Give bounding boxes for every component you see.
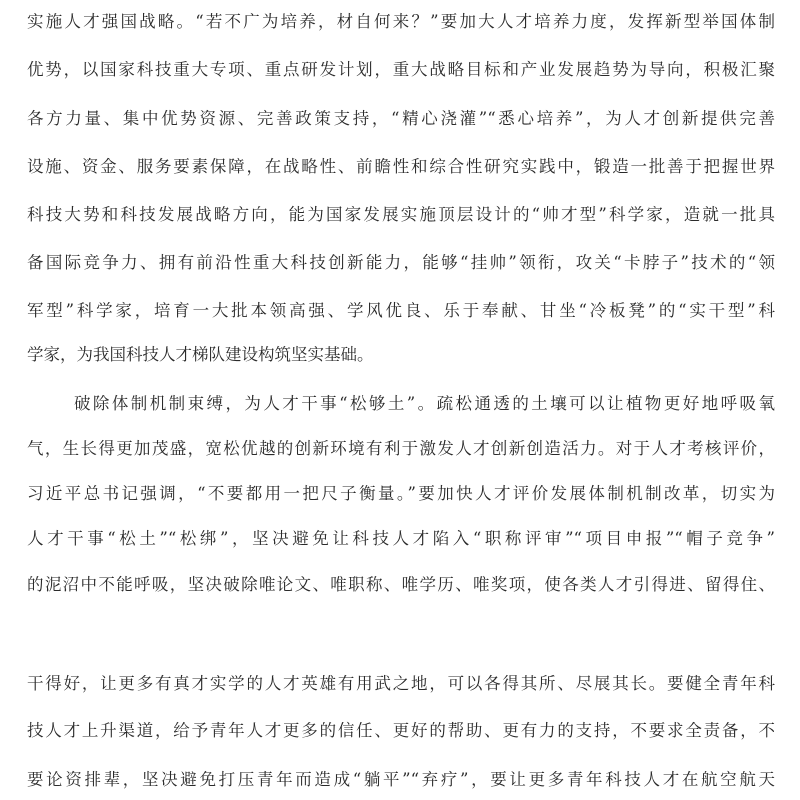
text-line: 技人才上升渠道，给予青年人才更多的信任、更好的帮助、更有力的支持，不要求全责备，不 [27,721,775,740]
text-line: 设施、资金、服务要素保障，在战略性、前瞻性和综合性研究实践中，锻造一批善于把握世界 [27,157,775,176]
text-line: 备国际竞争力、拥有前沿性重大科技创新能力，能够“挂帅”领衔，攻关“卡脖子”技术的“领 [27,253,775,272]
text-line: 实施人才强国战略。“若不广为培养，材自何来？”要加大人才培养力度，发挥新型举国体制 [27,12,775,31]
text-line: 优势，以国家科技重大专项、重点研发计划，重大战略目标和产业发展趋势为导向，积极汇聚 [27,60,775,79]
text-line: 干得好，让更多有真才实学的人才英雄有用武之地，可以各得其所、尽展其长。要健全青年科 [27,674,775,693]
text-line: 习近平总书记强调，“不要都用一把尺子衡量。”要加快人才评价发展体制机制改革，切实为 [27,484,775,503]
paragraph-start-line: 破除体制机制束缚，为人才干事“松够土”。疏松通透的土壤可以让植物更好地呼吸氧 [74,394,775,413]
text-line: 学家，为我国科技人才梯队建设构筑坚实基础。 [27,345,374,364]
text-line: 人才干事“松土”“松绑”，坚决避免让科技人才陷入“职称评审”“项目申报”“帽子竞争” [27,529,775,548]
text-line: 军型”科学家，培育一大批本领高强、学风优良、乐于奉献、甘坐“冷板凳”的“实干型”科 [27,301,775,320]
text-line: 科技大势和科技发展战略方向，能为国家发展实施顶层设计的“帅才型”科学家，造就一批具 [27,205,775,224]
text-line: 要论资排辈，坚决避免打压青年而造成“躺平”“弃疗”，要让更多青年科技人才在航空航天 [27,770,775,789]
text-line: 的泥沼中不能呼吸，坚决破除唯论文、唯职称、唯学历、唯奖项，使各类人才引得进、留得住、 [27,575,775,594]
text-line: 气，生长得更加茂盛，宽松优越的创新环境有利于激发人才创新创造活力。对于人才考核评价， [27,439,775,458]
text-line: 各方力量、集中优势资源、完善政策支持，“精心浇灌”“悉心培养”，为人才创新提供完善 [27,109,775,128]
